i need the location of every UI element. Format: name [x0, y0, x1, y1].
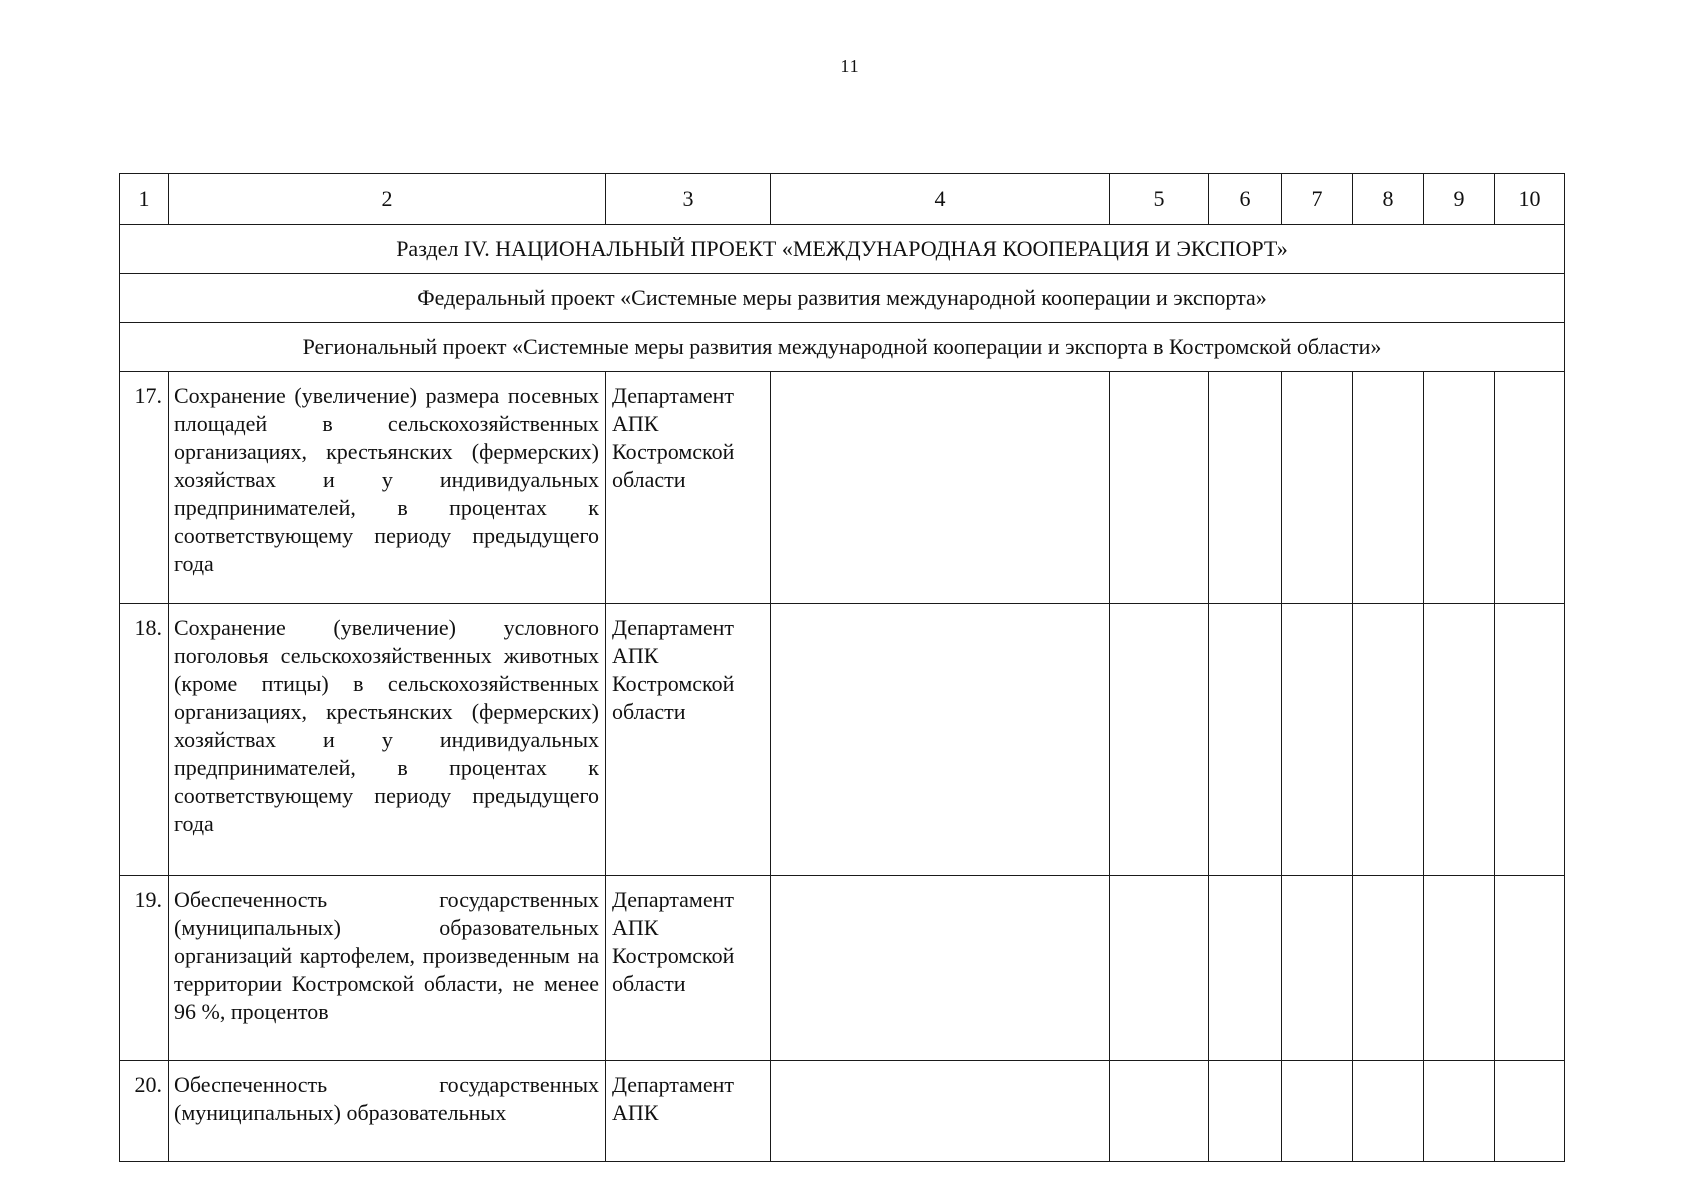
table-cell	[1209, 604, 1282, 876]
federal-project-row	[120, 274, 1565, 323]
table-cell	[1282, 1061, 1353, 1162]
table-cell	[1424, 604, 1495, 876]
table-row	[120, 876, 1565, 1061]
column-header: 3	[606, 174, 771, 225]
responsible-department: Департамент АПК Костромской области	[606, 604, 771, 876]
indicator-description: Сохранение (увеличение) размера посевных площадей в сельскохозяйственных организациях, крестьянских (фермерских) хозяйствах и у индивидуальных предпринимателей, в процентах к соответствующему периоду предыдущего года	[169, 372, 606, 604]
table-cell	[771, 876, 1110, 1061]
column-header: 7	[1282, 174, 1353, 225]
section-title: Раздел IV. НАЦИОНАЛЬНЫЙ ПРОЕКТ «МЕЖДУНАРОДНАЯ КООПЕРАЦИЯ И ЭКСПОРТ»	[120, 225, 1565, 274]
column-header: 8	[1353, 174, 1424, 225]
indicator-description: Обеспеченность государственных (муниципальных) образовательных	[169, 1061, 606, 1162]
table-row	[120, 372, 1565, 604]
column-header: 10	[1495, 174, 1565, 225]
column-header: 6	[1209, 174, 1282, 225]
indicators-table	[119, 173, 1565, 1162]
table-cell	[1424, 876, 1495, 1061]
row-number: 19.	[120, 876, 169, 1061]
table-cell	[1353, 604, 1424, 876]
table-cell	[771, 1061, 1110, 1162]
regional-project-row	[120, 323, 1565, 372]
table-cell	[1282, 372, 1353, 604]
table-cell	[1495, 372, 1565, 604]
table-row	[120, 604, 1565, 876]
row-number: 18.	[120, 604, 169, 876]
table-cell	[1495, 604, 1565, 876]
responsible-department: Департамент АПК Костромской области	[606, 876, 771, 1061]
column-header: 5	[1110, 174, 1209, 225]
table-cell	[771, 372, 1110, 604]
table-cell	[1424, 1061, 1495, 1162]
row-number: 20.	[120, 1061, 169, 1162]
page-number: 11	[840, 56, 860, 76]
table-cell	[1110, 604, 1209, 876]
indicator-description: Обеспеченность государственных (муниципальных) образовательных организаций картофелем, произведенным на территории Костромской области, не менее 96 %, процентов	[169, 876, 606, 1061]
table-cell	[1353, 1061, 1424, 1162]
table-cell	[1110, 1061, 1209, 1162]
table-cell	[1424, 372, 1495, 604]
table-cell	[1495, 1061, 1565, 1162]
column-header: 2	[169, 174, 606, 225]
table-cell	[1495, 876, 1565, 1061]
indicator-description: Сохранение (увеличение) условного поголовья сельскохозяйственных животных (кроме птицы) в сельскохозяйственных организациях, крестьянских (фермерских) хозяйствах и у индивидуальных предпринимателей, в процентах к соответствующему периоду предыдущего года	[169, 604, 606, 876]
column-header: 4	[771, 174, 1110, 225]
table-cell	[1209, 876, 1282, 1061]
table-cell	[1282, 876, 1353, 1061]
table-cell	[1282, 604, 1353, 876]
table-cell	[1110, 372, 1209, 604]
column-number-row	[120, 174, 1565, 225]
responsible-department: Департамент АПК	[606, 1061, 771, 1162]
row-number: 17.	[120, 372, 169, 604]
regional-project-title: Региональный проект «Системные меры развития международной кооперации и экспорта в Костромской области»	[120, 323, 1565, 372]
table-cell	[1353, 876, 1424, 1061]
column-header: 1	[120, 174, 169, 225]
table-cell	[1353, 372, 1424, 604]
table-cell	[1209, 372, 1282, 604]
table-cell	[771, 604, 1110, 876]
federal-project-title: Федеральный проект «Системные меры развития международной кооперации и экспорта»	[120, 274, 1565, 323]
column-header: 9	[1424, 174, 1495, 225]
table-row	[120, 1061, 1565, 1162]
section-row	[120, 225, 1565, 274]
table-cell	[1209, 1061, 1282, 1162]
responsible-department: Департамент АПК Костромской области	[606, 372, 771, 604]
table-cell	[1110, 876, 1209, 1061]
